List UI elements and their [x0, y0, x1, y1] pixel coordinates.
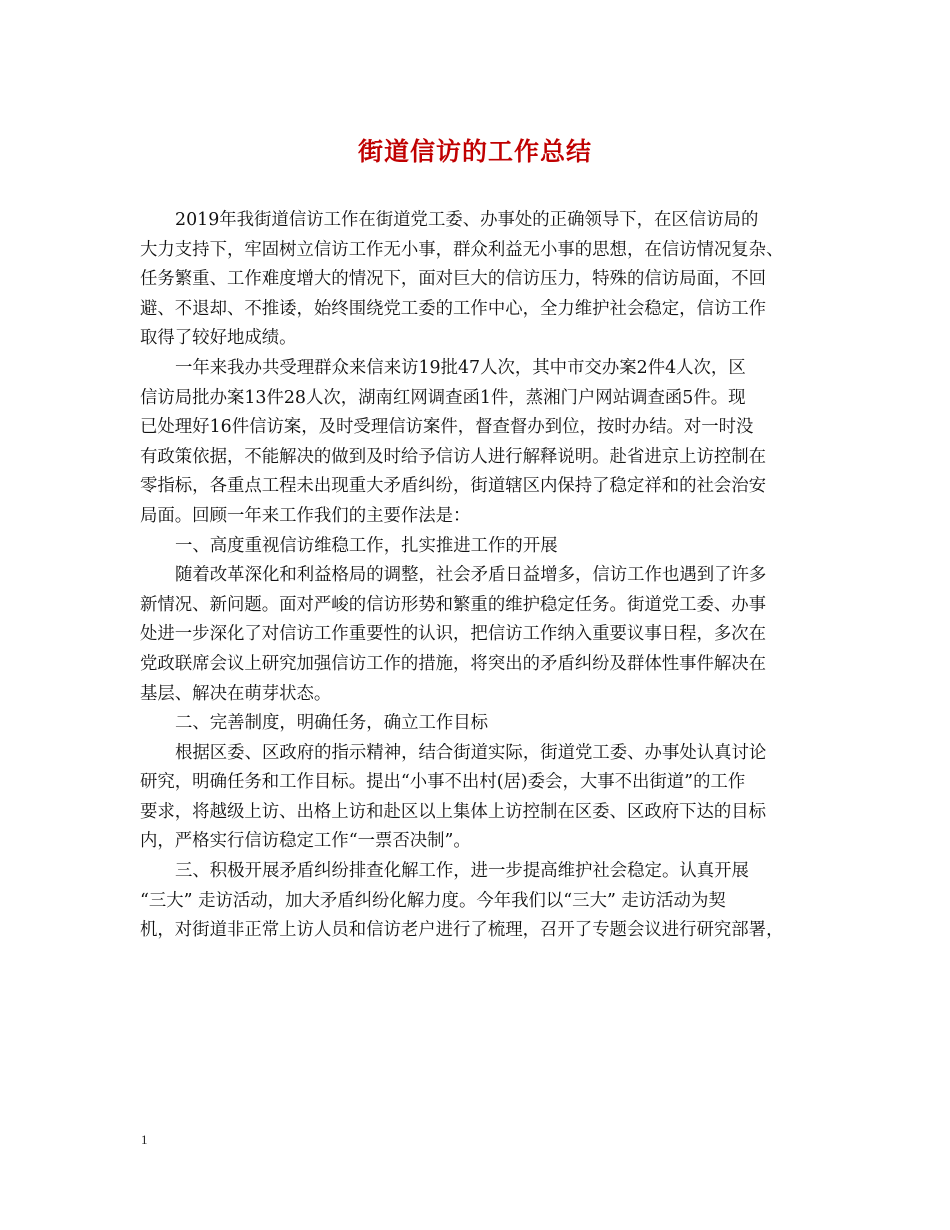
- paragraph-4: [140, 739, 830, 857]
- text-line: 二、完善制度，明确任务，确立工作目标: [175, 713, 489, 734]
- text-line: 信访局批办案13件28人次，湖南红网调查函1件，蒸湘门户网站调查函5件。现: [140, 387, 746, 408]
- text-line: 新情况、新问题。面对严峻的信访形势和繁重的维护稳定任务。街道党工委、办事: [140, 594, 767, 615]
- text-line: 局面。回顾一年来工作我们的主要作法是：: [140, 505, 471, 526]
- text-line: 党政联席会议上研究加强信访工作的措施，将突出的矛盾纠纷及群体性事件解决在: [140, 653, 767, 674]
- text-line: 2019年我街道信访工作在街道党工委、办事处的正确领导下，在区信访局的: [175, 210, 759, 230]
- text-line: 要求，将越级上访、出格上访和赴区以上集体上访控制在区委、区政府下达的目标: [140, 801, 767, 822]
- text-line: 大力支持下，牢固树立信访工作无小事，群众利益无小事的思想，在信访情况复杂、: [140, 239, 784, 260]
- text-line: 任务繁重、工作难度增大的情况下，面对巨大的信访压力，特殊的信访局面，不回: [140, 269, 767, 290]
- paragraph-3: [140, 561, 830, 709]
- text-line: 内，严格实行信访稳定工作“一票否决制”。: [140, 831, 471, 852]
- text-line: 随着改革深化和利益格局的调整，社会矛盾日益增多，信访工作也遇到了许多: [175, 565, 767, 586]
- text-line: 处进一步深化了对信访工作重要性的认识，把信访工作纳入重要议事日程，多次在: [140, 624, 767, 645]
- text-line: 根据区委、区政府的指示精神，结合街道实际，街道党工委、办事处认真讨论: [175, 742, 767, 763]
- text-line: 机，对街道非正常上访人员和信访老户进行了梳理，召开了专题会议进行研究部署，: [140, 920, 784, 941]
- text-line: 取得了较好地成绩。: [140, 328, 297, 349]
- section-heading-2: [140, 709, 830, 739]
- page-number: 1: [141, 1132, 148, 1147]
- text-line: 已处理好16件信访案，及时受理信访案件，督查督办到位，按时办结。对一时没: [140, 417, 754, 438]
- document-title: 街道信访的工作总结: [357, 137, 592, 166]
- text-line: 三、积极开展矛盾纠纷排查化解工作，进一步提高维护社会稳定。认真开展: [175, 861, 749, 882]
- section-heading-1: [140, 532, 830, 562]
- text-line: 基层、解决在萌芽状态。: [140, 683, 332, 704]
- text-line: 一年来我办共受理群众来信来访19批47人次，其中市交办案2件4人次，区: [175, 357, 746, 378]
- paragraph-5: [140, 857, 830, 946]
- paragraph-1: [140, 206, 830, 354]
- text-line: 避、不退却、不推诿，始终围绕党工委的工作中心，全力维护社会稳定，信访工作: [140, 298, 767, 319]
- text-line: 一、高度重视信访维稳工作，扎实推进工作的开展: [175, 535, 558, 556]
- text-line: 研究，明确任务和工作目标。提出“小事不出村(居)委会，大事不出街道”的工作: [140, 772, 746, 793]
- document-body: [140, 206, 830, 946]
- paragraph-2: [140, 354, 830, 532]
- text-line: 零指标，各重点工程未出现重大矛盾纠纷，街道辖区内保持了稳定祥和的社会治安: [140, 476, 767, 497]
- text-line: 有政策依据，不能解决的做到及时给予信访人进行解释说明。赴省进京上访控制在: [140, 446, 767, 467]
- text-line: “三大” 走访活动，加大矛盾纠纷化解力度。今年我们以“三大” 走访活动为契: [140, 890, 726, 911]
